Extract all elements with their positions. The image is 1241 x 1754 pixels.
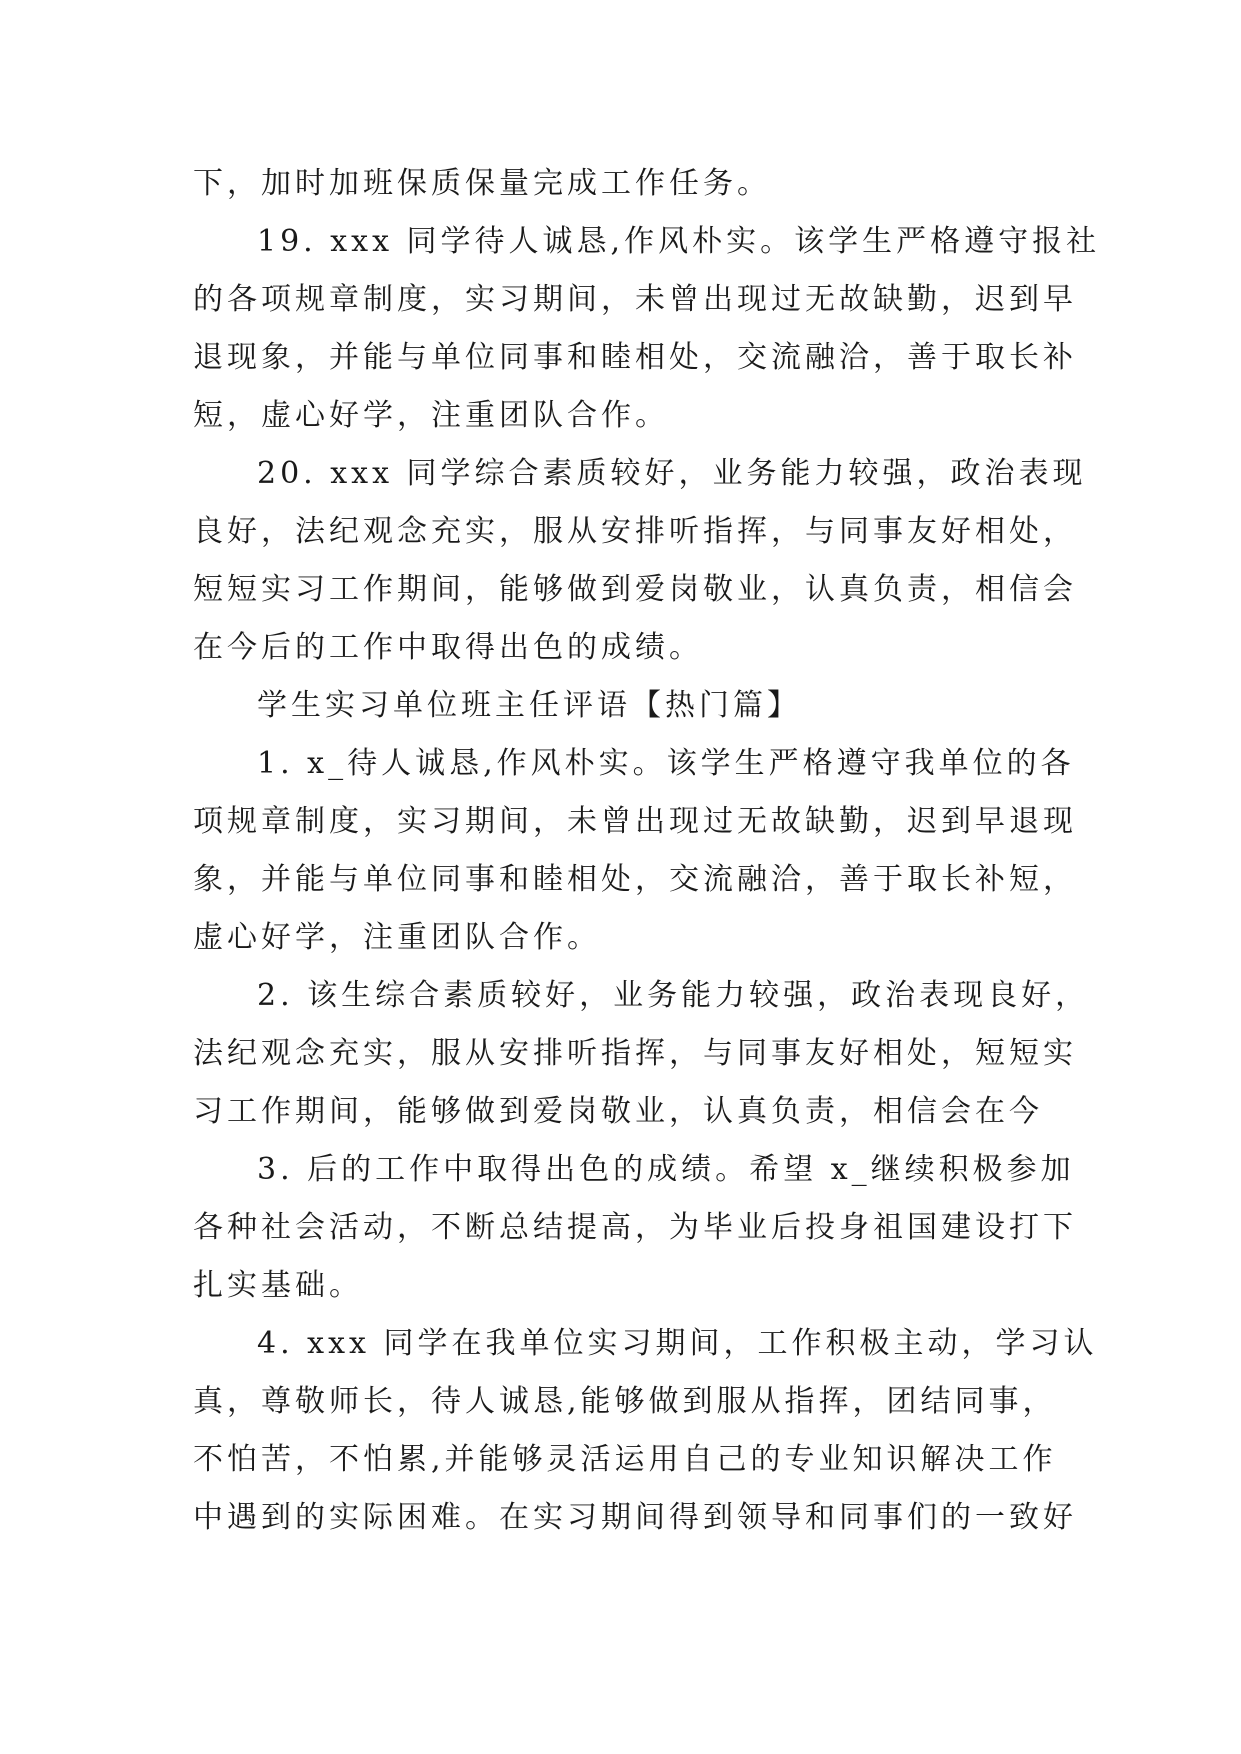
text-line: 习工作期间，能够做到爱岗敬业，认真负责，相信会在今 bbox=[193, 1094, 1043, 1129]
text-line: 4. xxx 同学在我单位实习期间，工作积极主动，学习认 bbox=[257, 1326, 1098, 1361]
text-line: 象，并能与单位同事和睦相处，交流融洽，善于取长补短， bbox=[193, 862, 1077, 897]
text-line: 短，虚心好学，注重团队合作。 bbox=[193, 398, 669, 433]
text-line: 不怕苦，不怕累,并能够灵活运用自己的专业知识解决工作 bbox=[193, 1442, 1057, 1477]
text-line: 退现象，并能与单位同事和睦相处，交流融洽，善于取长补 bbox=[193, 340, 1077, 375]
text-line: 良好，法纪观念充实，服从安排听指挥，与同事友好相处， bbox=[193, 514, 1077, 549]
section-heading: 学生实习单位班主任评语【热门篇】 bbox=[257, 688, 801, 723]
text-line: 下，加时加班保质保量完成工作任务。 bbox=[193, 166, 771, 201]
text-line: 法纪观念充实，服从安排听指挥，与同事友好相处，短短实 bbox=[193, 1036, 1077, 1071]
text-line: 真，尊敬师长，待人诚恳,能够做到服从指挥，团结同事， bbox=[193, 1384, 1057, 1419]
text-line: 虚心好学，注重团队合作。 bbox=[193, 920, 601, 955]
text-line: 20. xxx 同学综合素质较好，业务能力较强，政治表现 bbox=[257, 456, 1087, 491]
text-line: 1. x_待人诚恳,作风朴实。该学生严格遵守我单位的各 bbox=[257, 746, 1075, 781]
document-body bbox=[193, 155, 1101, 1547]
text-line: 各种社会活动，不断总结提高，为毕业后投身祖国建设打下 bbox=[193, 1210, 1077, 1245]
text-line: 的各项规章制度，实习期间，未曾出现过无故缺勤，迟到早 bbox=[193, 282, 1077, 317]
text-line: 短短实习工作期间，能够做到爱岗敬业，认真负责，相信会 bbox=[193, 572, 1077, 607]
text-line: 在今后的工作中取得出色的成绩。 bbox=[193, 630, 703, 665]
text-line: 2. 该生综合素质较好，业务能力较强，政治表现良好， bbox=[257, 978, 1090, 1013]
text-line: 19. xxx 同学待人诚恳,作风朴实。该学生严格遵守报社 bbox=[257, 224, 1101, 259]
text-line: 扎实基础。 bbox=[193, 1268, 363, 1303]
text-line: 项规章制度，实习期间，未曾出现过无故缺勤，迟到早退现 bbox=[193, 804, 1077, 839]
text-line: 中遇到的实际困难。在实习期间得到领导和同事们的一致好 bbox=[193, 1500, 1077, 1535]
text-line: 3. 后的工作中取得出色的成绩。希望 x_继续积极参加 bbox=[257, 1152, 1075, 1187]
